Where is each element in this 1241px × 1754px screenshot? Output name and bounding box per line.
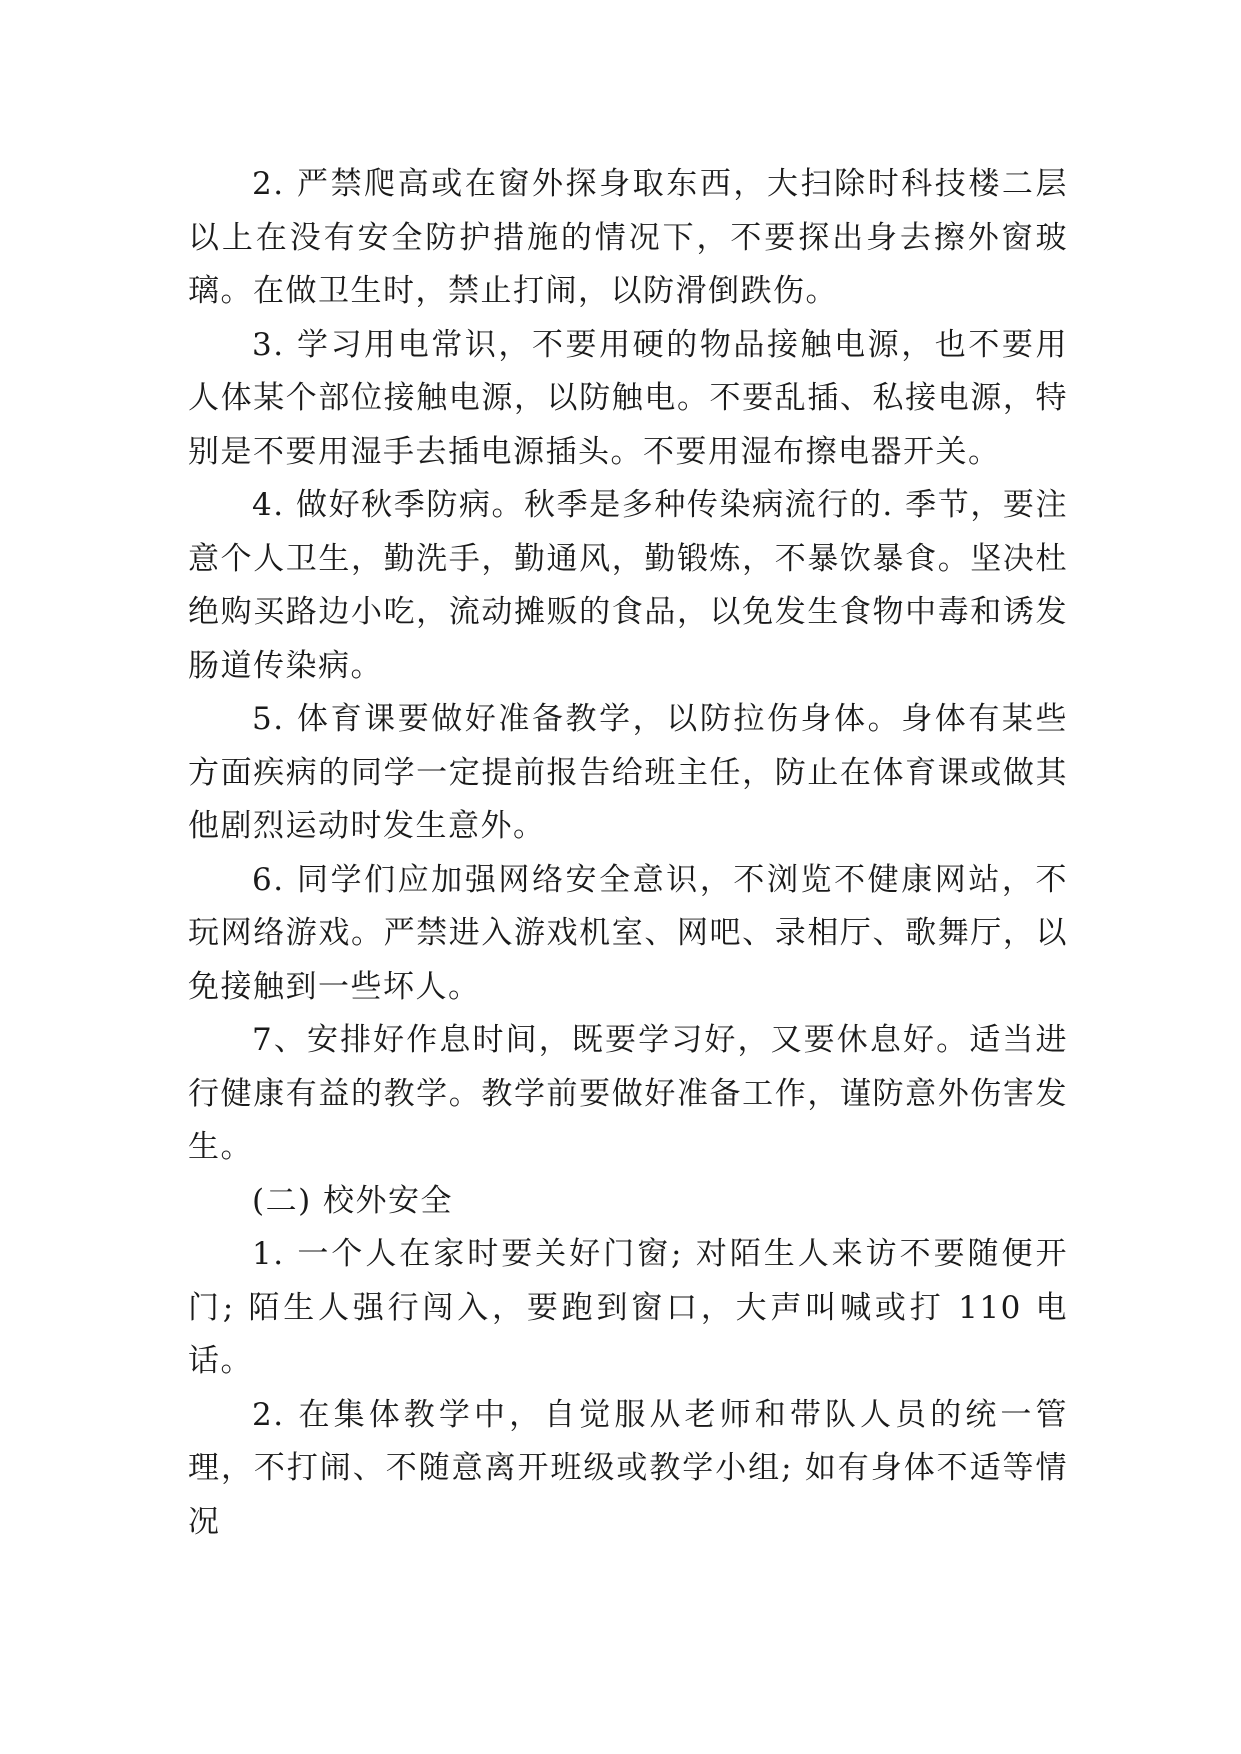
paragraph-offcampus-item-1-home-alone: 1. 一个人在家时要关好门窗; 对陌生人来访不要随便开门; 陌生人强行闯入，要跑到窗口，大声叫喊或打 110 电话。 — [188, 1236, 1068, 1379]
paragraph-item-2-window-safety: 2. 严禁爬高或在窗外探身取东西，大扫除时科技楼二层以上在没有安全防护措施的情况下，不要探出身去擦外窗玻璃。在做卫生时，禁止打闹，以防滑倒跌伤。 — [188, 166, 1068, 309]
paragraph-item-7-schedule: 7、安排好作息时间，既要学习好，又要休息好。适当进行健康有益的教学。教学前要做好准备工作，谨防意外伤害发生。 — [188, 1022, 1068, 1165]
paragraph-offcampus-item-2-group-activity: 2. 在集体教学中，自觉服从老师和带队人员的统一管理，不打闹、不随意离开班级或教学小组; 如有身体不适等情况 — [188, 1396, 1068, 1540]
document-page — [188, 158, 1068, 1549]
paragraph-item-4-autumn-disease: 4. 做好秋季防病。秋季是多种传染病流行的. 季节，要注意个人卫生，勤洗手，勤通风，勤锻炼，不暴饮暴食。坚决杜绝购买路边小吃，流动摊贩的食品，以免发生食物中毒和诱发肠道传染病。 — [188, 487, 1068, 684]
section-heading-off-campus-safety: (二) 校外安全 — [252, 1182, 454, 1219]
paragraph-item-5-pe-class: 5. 体育课要做好准备教学，以防拉伤身体。身体有某些方面疾病的同学一定提前报告给班主任，防止在体育课或做其他剧烈运动时发生意外。 — [188, 701, 1068, 844]
paragraph-item-3-electricity-safety: 3. 学习用电常识，不要用硬的物品接触电源，也不要用人体某个部位接触电源，以防触电。不要乱插、私接电源，特别是不要用湿手去插电源插头。不要用湿布擦电器开关。 — [188, 326, 1068, 470]
paragraph-item-6-network-safety: 6. 同学们应加强网络安全意识，不浏览不健康网站，不玩网络游戏。严禁进入游戏机室、网吧、录相厅、歌舞厅，以免接触到一些坏人。 — [188, 861, 1068, 1005]
